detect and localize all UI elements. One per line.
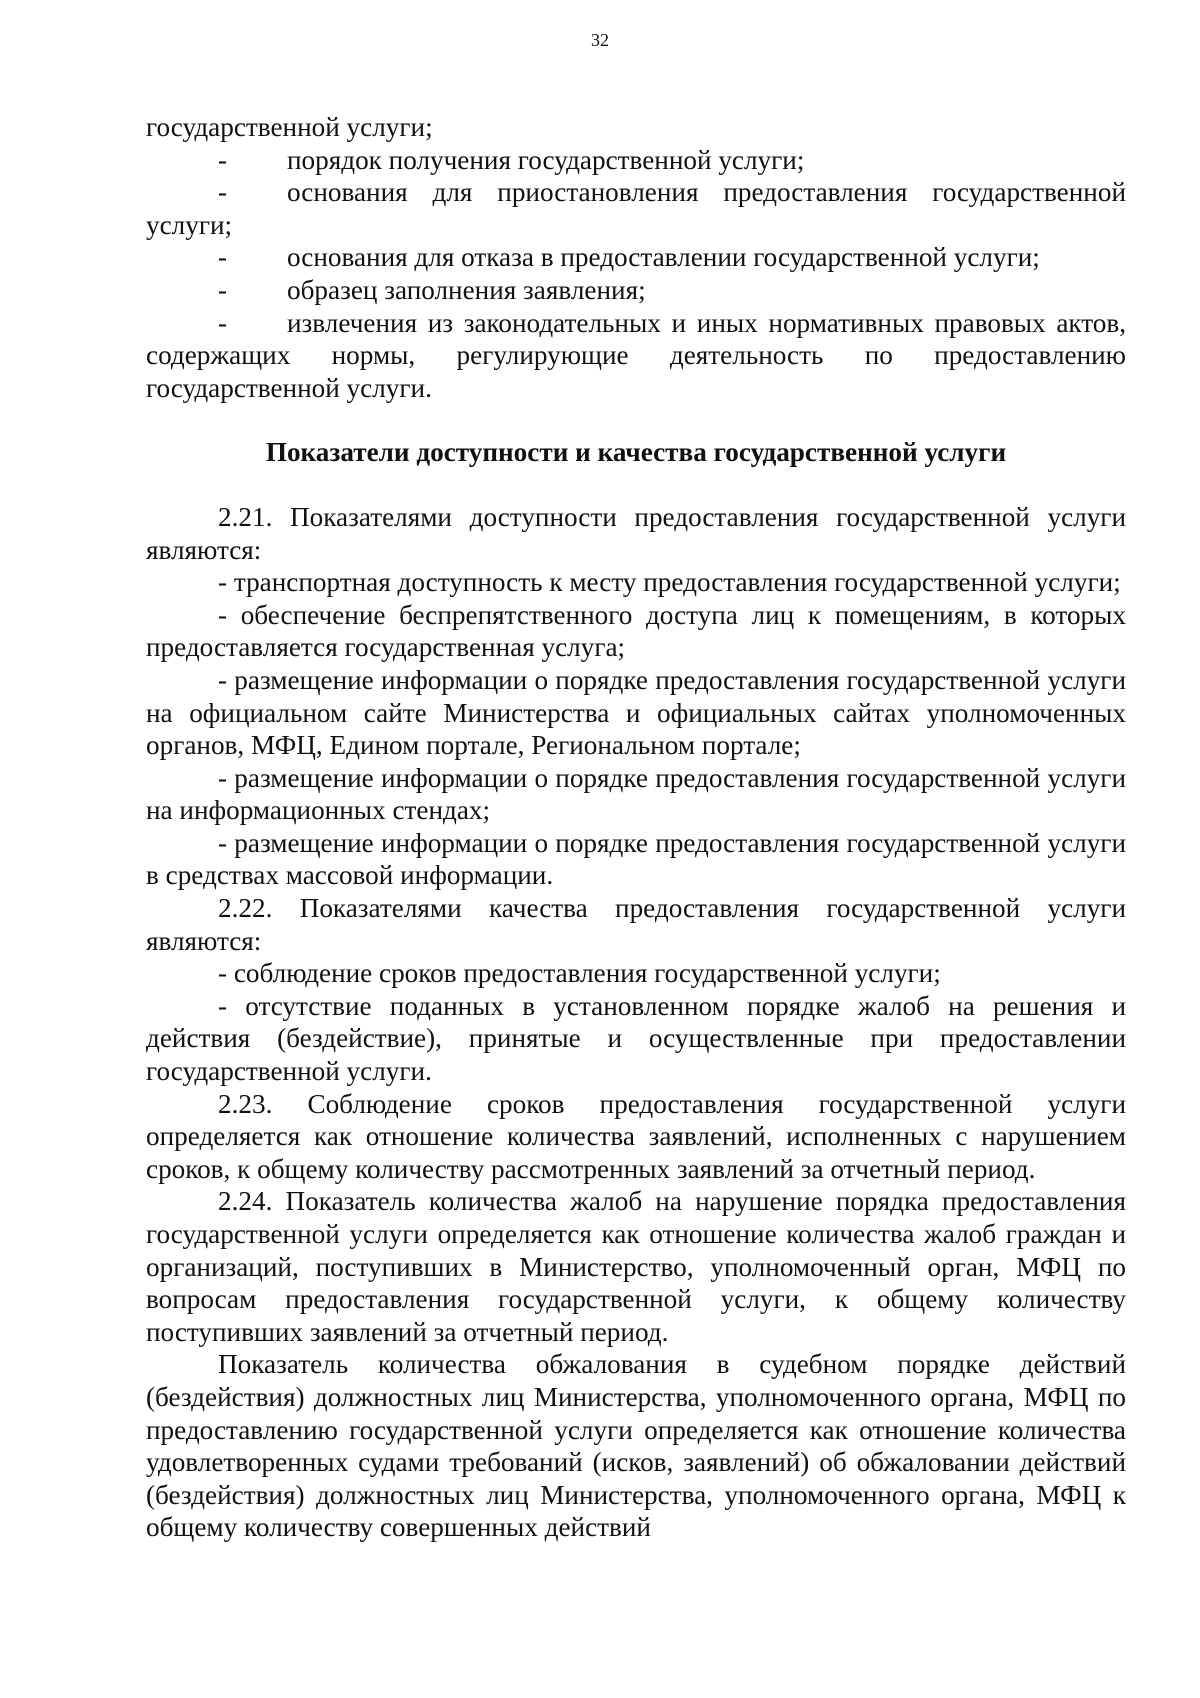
list-item-text: извлечения из законодательных и иных нормативных правовых актов, содержащих нормы, регулирующие деятельность по предоставлению государственной услуги. <box>146 307 1126 403</box>
paragraph: 2.21. Показателями доступности предоставления государственной услуги являются: <box>146 501 1126 565</box>
list-dash: - <box>218 242 228 273</box>
list-item-text: порядок получения государственной услуги; <box>287 144 805 175</box>
list-item <box>146 176 1126 241</box>
paragraph: 2.22. Показателями качества предоставления государственной услуги являются: <box>146 893 1126 956</box>
list-item-text: основания для отказа в предоставлении государственной услуги; <box>287 242 1040 273</box>
paragraph: государственной услуги; <box>146 112 433 142</box>
list-item <box>146 274 1126 307</box>
list-item <box>146 241 1126 274</box>
paragraph: - размещение информации о порядке предоставления государственной услуги в средствах массовой информации. <box>146 827 1126 891</box>
section-heading: Показатели доступности и качества государственной услуги <box>265 437 1007 468</box>
list-item-text: образец заполнения заявления; <box>287 274 646 305</box>
list-item-text: основания для приостановления предоставления государственной услуги; <box>146 177 1126 240</box>
paragraph: 2.24. Показатель количества жалоб на нарушение порядка предоставления государственной услуги определяется как отношение количества жалоб граждан и организаций, поступивших в Министерство, уполномоченный орган, МФЦ по вопросам предоставления государственной услуги, к общему количеству поступивших заявлений за отчетный период. <box>146 1186 1126 1347</box>
list-dash: - <box>218 144 228 175</box>
paragraph: Показатель количества обжалования в судебном порядке действий (бездействия) должностных лиц Министерства, уполномоченного органа, МФЦ по предоставлению государственной услуги определяется как отношение количества удовлетворенных судами требований (исков, заявлений) об обжаловании действий (бездействия) должностных лиц Министерства, уполномоченного органа, МФЦ к общему количеству совершенных действий <box>146 1349 1126 1543</box>
paragraph: - обеспечение беспрепятственного доступа лиц к помещениям, в которых предоставляется государственная услуга; <box>146 599 1126 663</box>
paragraph: - транспортная доступность к месту предоставления государственной услуги; <box>218 567 1121 598</box>
list-dash: - <box>218 177 228 208</box>
paragraph: - соблюдение сроков предоставления государственной услуги; <box>218 958 941 989</box>
paragraph: - отсутствие поданных в установленном порядке жалоб на решения и действия (бездействие), принятые и осуществленные при предоставлении государственной услуги. <box>146 990 1126 1087</box>
list-item <box>146 307 1126 405</box>
document-body <box>146 111 1126 1544</box>
paragraph: 2.23. Соблюдение сроков предоставления государственной услуги определяется как отношение количества заявлений, исполненных с нарушением сроков, к общему количеству рассмотренных заявлений за отчетный период. <box>146 1088 1126 1184</box>
paragraph: - размещение информации о порядке предоставления государственной услуги на официальном сайте Министерства и официальных сайтах уполномоченных органов, МФЦ, Едином портале, Региональном портале; <box>146 664 1126 761</box>
list-dash: - <box>218 307 228 338</box>
paragraph: - размещение информации о порядке предоставления государственной услуги на информационных стендах; <box>146 762 1126 826</box>
list-item <box>146 144 1126 177</box>
list-dash: - <box>218 274 228 305</box>
page-number: 32 <box>591 30 609 50</box>
